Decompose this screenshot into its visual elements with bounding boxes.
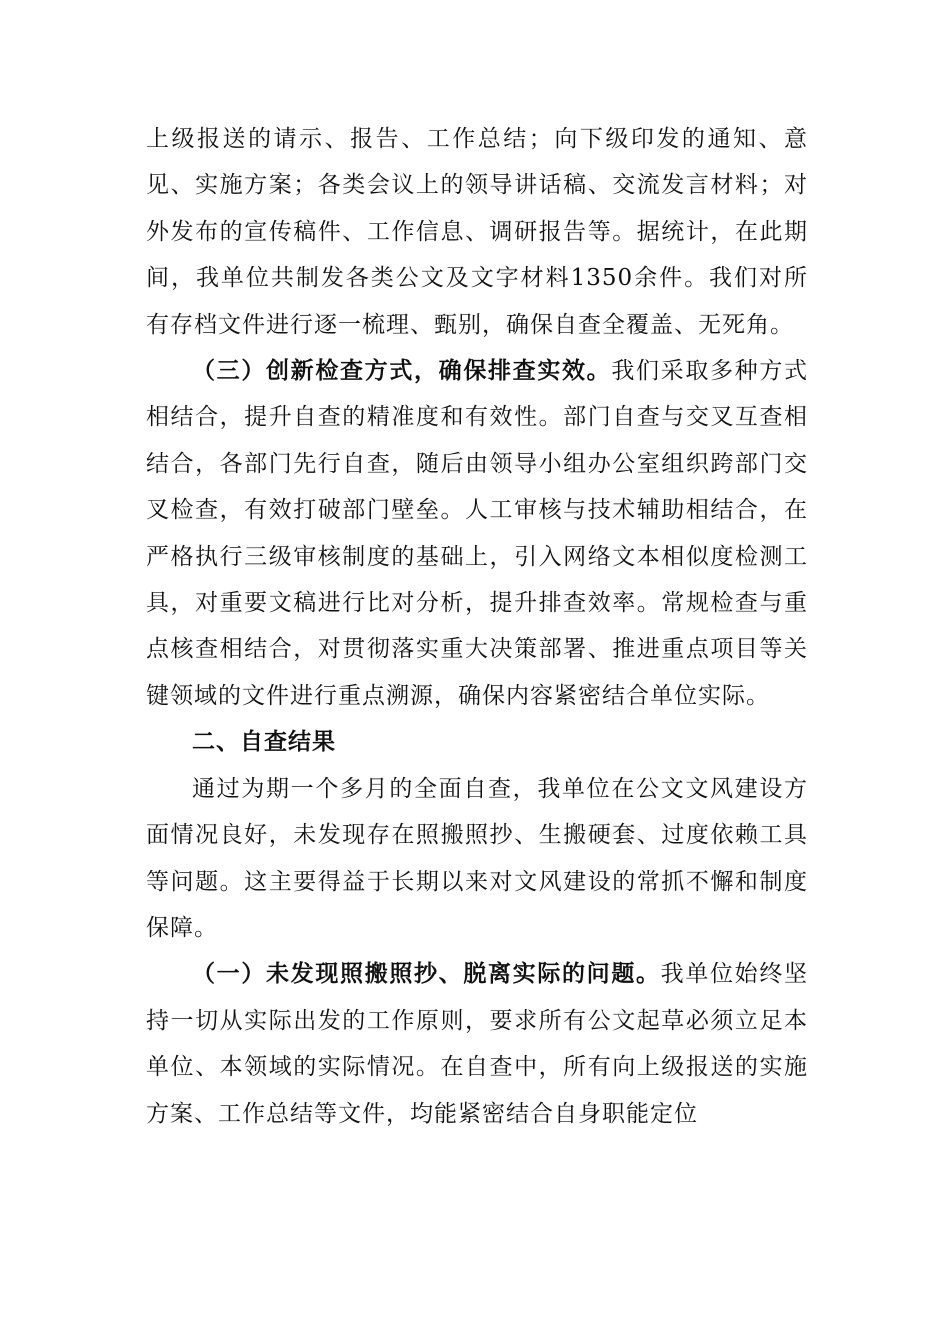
paragraph-inspection-methods xyxy=(146,348,808,719)
paragraph-result-1 xyxy=(146,951,808,1137)
paragraph-body: 我单位始终坚持一切从实际出发的工作原则，要求所有公文起草必须立足本单位、本领域的实际情况。在自查中，所有向上级报送的实施方案、工作总结等文件，均能紧密结合自身职能定位 xyxy=(146,961,809,1127)
paragraph-body: 我们采取多种方式相结合，提升自查的精准度和有效性。部门自查与交叉互查相结合，各部门先行自查，随后由领导小组办公室组织跨部门交叉检查，有效打破部门壁垒。人工审核与技术辅助相结合，在严格执行三级审核制度的基础上，引入网络文本相似度检测工具，对重要文稿进行比对分析，提升排查效率。常规检查与重点核查相结合，对贯彻落实重大决策部署、推进重点项目等关键领域的文件进行重点溯源，确保内容紧密结合单位实际。 xyxy=(146,358,809,709)
section-heading: 二、自查结果 xyxy=(192,729,336,756)
paragraph-lead: （三）创新检查方式，确保排查实效。 xyxy=(192,357,612,385)
paragraph-result-summary: 通过为期一个多月的全面自查，我单位在公文文风建设方面情况良好，未发现存在照搬照抄、生搬硬套、过度依赖工具等问题。这主要得益于长期以来对文风建设的常抓不懈和制度保障。 xyxy=(146,775,808,941)
paragraph-continuation: 上级报送的请示、报告、工作总结；向下级印发的通知、意见、实施方案；各类会议上的领导讲话稿、交流发言材料；对外发布的宣传稿件、工作信息、调研报告等。据统计，在此期间，我单位共制发各类公文及文字材料1350余件。我们对所有存档文件进行逐一梳理、甄别，确保自查全覆盖、无死角。 xyxy=(146,126,808,338)
paragraph-lead: （一）未发现照搬照抄、脱离实际的问题。 xyxy=(192,960,661,988)
document-body xyxy=(146,116,808,1137)
